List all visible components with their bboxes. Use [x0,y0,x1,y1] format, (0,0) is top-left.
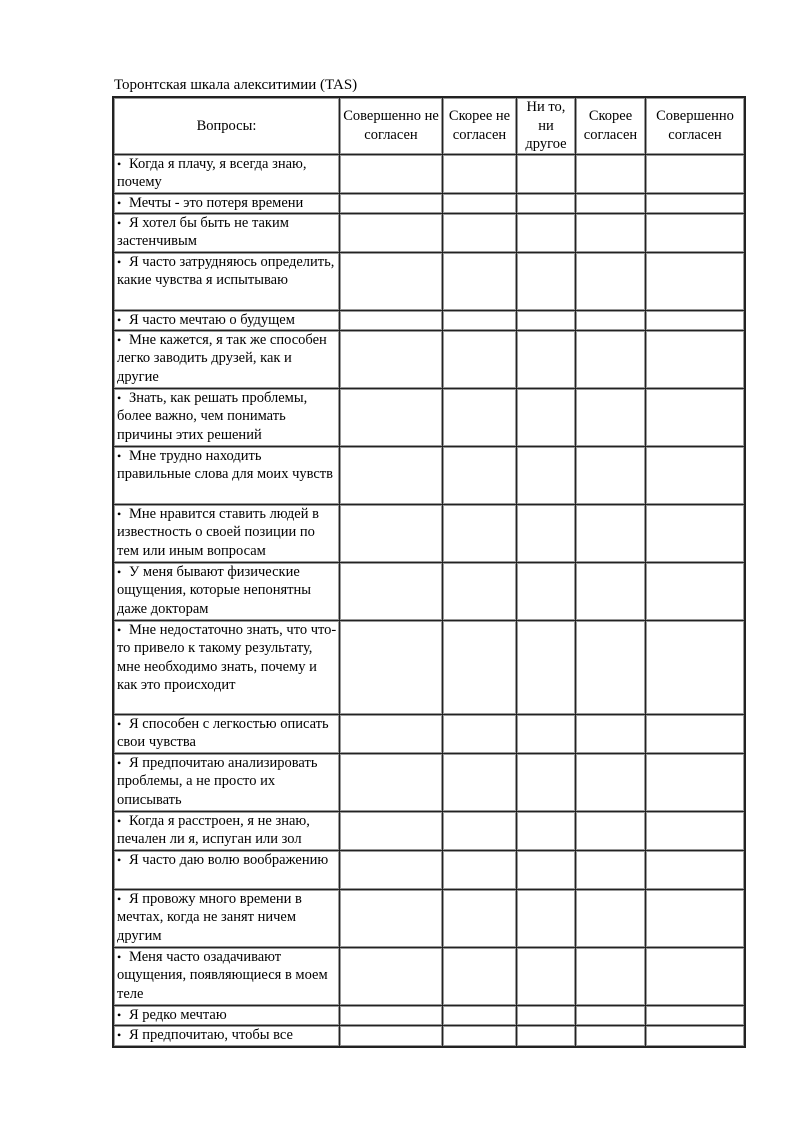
bullet-icon: • [117,1027,122,1042]
answer-cell-strongly-disagree[interactable] [340,155,443,194]
answer-cell-rather-disagree[interactable] [443,194,517,214]
answer-cell-rather-disagree[interactable] [443,851,517,890]
answer-cell-neither[interactable] [517,563,576,621]
answer-cell-rather-agree[interactable] [576,715,646,754]
table-row [114,194,744,214]
header-option-rather-disagree: Скорее не согласен [443,98,517,155]
answer-cell-strongly-agree[interactable] [646,505,744,563]
table-row [114,851,744,890]
answer-cell-strongly-agree[interactable] [646,851,744,890]
answer-cell-strongly-disagree[interactable] [340,948,443,1006]
bullet-icon: • [117,622,122,637]
question-cell [114,754,340,812]
question-text: Мечты - это потеря времени [129,194,304,211]
question-text: У меня бывают физические ощущения, которые непонятны даже докторам [117,563,311,617]
table-row [114,214,744,253]
answer-cell-rather-disagree[interactable] [443,812,517,851]
bullet-icon: • [117,390,122,405]
answer-cell-rather-agree[interactable] [576,1026,646,1046]
bullet-icon: • [117,156,122,171]
answer-cell-strongly-disagree[interactable] [340,563,443,621]
answer-cell-neither[interactable] [517,311,576,331]
table-row [114,563,744,621]
question-cell [114,155,340,194]
answer-cell-rather-agree[interactable] [576,253,646,311]
question-text: Мне кажется, я так же способен легко заводить друзей, как и другие [117,331,327,385]
question-cell [114,505,340,563]
bullet-icon: • [117,755,122,770]
answer-cell-rather-agree[interactable] [576,331,646,389]
answer-cell-rather-agree[interactable] [576,311,646,331]
table-row [114,754,744,812]
header-option-rather-agree: Скорее согласен [576,98,646,155]
answer-cell-neither[interactable] [517,754,576,812]
answer-cell-neither[interactable] [517,851,576,890]
question-text: Когда я расстроен, я не знаю, печален ли я, испуган или зол [117,812,310,847]
answer-cell-neither[interactable] [517,1006,576,1026]
header-option-strongly-disagree: Совершенно не согласен [340,98,443,155]
answer-cell-neither[interactable] [517,948,576,1006]
bullet-icon: • [117,949,122,964]
answer-cell-strongly-agree[interactable] [646,715,744,754]
bullet-icon: • [117,215,122,230]
tas-questionnaire-table [112,96,746,1048]
bullet-icon: • [117,195,122,210]
table-row [114,311,744,331]
answer-cell-strongly-disagree[interactable] [340,754,443,812]
answer-cell-strongly-agree[interactable] [646,447,744,505]
answer-cell-rather-disagree[interactable] [443,621,517,715]
question-text: Я редко мечтаю [129,1006,227,1023]
answer-cell-strongly-disagree[interactable] [340,812,443,851]
answer-cell-rather-agree[interactable] [576,1006,646,1026]
answer-cell-rather-agree[interactable] [576,563,646,621]
answer-cell-rather-agree[interactable] [576,754,646,812]
question-text: Знать, как решать проблемы, более важно, чем понимать причины этих решений [117,389,308,443]
answer-cell-neither[interactable] [517,194,576,214]
table-row [114,890,744,948]
answer-cell-rather-disagree[interactable] [443,214,517,253]
question-text: Я часто затрудняюсь определить, какие чувства я испытываю [117,253,335,288]
table-row [114,948,744,1006]
question-cell [114,194,340,214]
bullet-icon: • [117,312,122,327]
question-rows [114,155,744,1046]
answer-cell-rather-agree[interactable] [576,389,646,447]
table-row [114,1006,744,1026]
question-text: Я предпочитаю анализировать проблемы, а не просто их описывать [117,754,318,808]
bullet-icon: • [117,506,122,521]
question-text: Я способен с легкостью описать свои чувства [117,715,329,750]
question-cell [114,1006,340,1026]
answer-cell-strongly-disagree[interactable] [340,1006,443,1026]
answer-cell-strongly-agree[interactable] [646,214,744,253]
answer-cell-rather-disagree[interactable] [443,311,517,331]
answer-cell-strongly-disagree[interactable] [340,505,443,563]
answer-cell-strongly-agree[interactable] [646,812,744,851]
question-cell [114,311,340,331]
answer-cell-strongly-agree[interactable] [646,621,744,715]
answer-cell-neither[interactable] [517,890,576,948]
answer-cell-rather-agree[interactable] [576,214,646,253]
answer-cell-rather-agree[interactable] [576,505,646,563]
answer-cell-neither[interactable] [517,812,576,851]
question-cell [114,948,340,1006]
answer-cell-strongly-disagree[interactable] [340,890,443,948]
question-text: Когда я плачу, я всегда знаю, почему [117,155,307,190]
table-row [114,621,744,715]
answer-cell-strongly-agree[interactable] [646,563,744,621]
answer-cell-rather-disagree[interactable] [443,331,517,389]
answer-cell-strongly-agree[interactable] [646,948,744,1006]
bullet-icon: • [117,813,122,828]
answer-cell-rather-agree[interactable] [576,155,646,194]
answer-cell-rather-agree[interactable] [576,890,646,948]
answer-cell-rather-agree[interactable] [576,621,646,715]
question-text: Я хотел бы быть не таким застенчивым [117,214,289,249]
answer-cell-rather-disagree[interactable] [443,389,517,447]
question-cell [114,890,340,948]
question-text: Я провожу много времени в мечтах, когда не занят ничем другим [117,890,302,944]
answer-cell-strongly-disagree[interactable] [340,851,443,890]
question-cell [114,331,340,389]
answer-cell-rather-agree[interactable] [576,447,646,505]
bullet-icon: • [117,716,122,731]
question-cell [114,253,340,311]
question-cell [114,563,340,621]
table-row [114,389,744,447]
answer-cell-rather-disagree[interactable] [443,1026,517,1046]
answer-cell-strongly-agree[interactable] [646,1026,744,1046]
question-text: Мне нравится ставить людей в известность о своей позиции по тем или иным вопросам [117,505,319,559]
bullet-icon: • [117,332,122,347]
answer-cell-rather-disagree[interactable] [443,948,517,1006]
answer-cell-neither[interactable] [517,447,576,505]
bullet-icon: • [117,448,122,463]
answer-cell-neither[interactable] [517,155,576,194]
answer-cell-rather-agree[interactable] [576,194,646,214]
answer-cell-strongly-agree[interactable] [646,155,744,194]
answer-cell-neither[interactable] [517,621,576,715]
page-title: Торонтская шкала алекситимии (TAS) [114,77,358,93]
question-text: Мне недостаточно знать, что что-то привело к такому результату, мне необходимо знать, почему и как это происходит [117,621,337,693]
table-row [114,812,744,851]
answer-cell-neither[interactable] [517,253,576,311]
question-text: Я часто мечтаю о будущем [129,311,295,328]
answer-cell-rather-agree[interactable] [576,948,646,1006]
answer-cell-rather-disagree[interactable] [443,155,517,194]
table-row [114,447,744,505]
answer-cell-strongly-agree[interactable] [646,253,744,311]
answer-cell-strongly-agree[interactable] [646,331,744,389]
question-cell [114,715,340,754]
answer-cell-neither[interactable] [517,1026,576,1046]
answer-cell-strongly-disagree[interactable] [340,389,443,447]
answer-cell-rather-agree[interactable] [576,812,646,851]
question-cell [114,812,340,851]
answer-cell-rather-disagree[interactable] [443,890,517,948]
bullet-icon: • [117,1007,122,1022]
bullet-icon: • [117,564,122,579]
header-option-neither: Ни то, ни другое [517,98,576,155]
answer-cell-rather-disagree[interactable] [443,715,517,754]
answer-cell-neither[interactable] [517,389,576,447]
bullet-icon: • [117,891,122,906]
answer-cell-strongly-agree[interactable] [646,389,744,447]
question-cell [114,447,340,505]
answer-cell-strongly-disagree[interactable] [340,331,443,389]
question-cell [114,214,340,253]
question-text: Я часто даю волю воображению [129,851,329,868]
answer-cell-strongly-agree[interactable] [646,311,744,331]
answer-cell-strongly-disagree[interactable] [340,447,443,505]
answer-cell-rather-disagree[interactable] [443,563,517,621]
header-row [114,98,744,155]
table-row [114,715,744,754]
answer-cell-strongly-disagree[interactable] [340,1026,443,1046]
answer-cell-strongly-disagree[interactable] [340,194,443,214]
answer-cell-strongly-disagree[interactable] [340,715,443,754]
header-questions: Вопросы: [114,98,340,155]
table-row [114,505,744,563]
answer-cell-strongly-disagree[interactable] [340,253,443,311]
answer-cell-strongly-agree[interactable] [646,1006,744,1026]
answer-cell-neither[interactable] [517,715,576,754]
answer-cell-rather-disagree[interactable] [443,1006,517,1026]
answer-cell-rather-disagree[interactable] [443,505,517,563]
table-row [114,1026,744,1046]
question-text: Я предпочитаю, чтобы все [129,1026,293,1043]
table-row [114,155,744,194]
question-text: Мне трудно находить правильные слова для моих чувств [117,447,333,482]
answer-cell-strongly-agree[interactable] [646,754,744,812]
question-cell [114,389,340,447]
answer-cell-strongly-agree[interactable] [646,194,744,214]
table-row [114,253,744,311]
header-option-strongly-agree: Совершенно согласен [646,98,744,155]
question-cell [114,1026,340,1046]
answer-cell-rather-disagree[interactable] [443,754,517,812]
answer-cell-neither[interactable] [517,505,576,563]
answer-cell-strongly-disagree[interactable] [340,214,443,253]
answer-cell-neither[interactable] [517,331,576,389]
answer-cell-strongly-disagree[interactable] [340,311,443,331]
answer-cell-strongly-disagree[interactable] [340,621,443,715]
question-cell [114,851,340,890]
question-text: Меня часто озадачивают ощущения, появляющиеся в моем теле [117,948,328,1002]
answer-cell-rather-disagree[interactable] [443,253,517,311]
answer-cell-rather-agree[interactable] [576,851,646,890]
answer-cell-rather-disagree[interactable] [443,447,517,505]
answer-cell-neither[interactable] [517,214,576,253]
bullet-icon: • [117,254,122,269]
bullet-icon: • [117,852,122,867]
answer-cell-strongly-agree[interactable] [646,890,744,948]
question-cell [114,621,340,715]
table-row [114,331,744,389]
